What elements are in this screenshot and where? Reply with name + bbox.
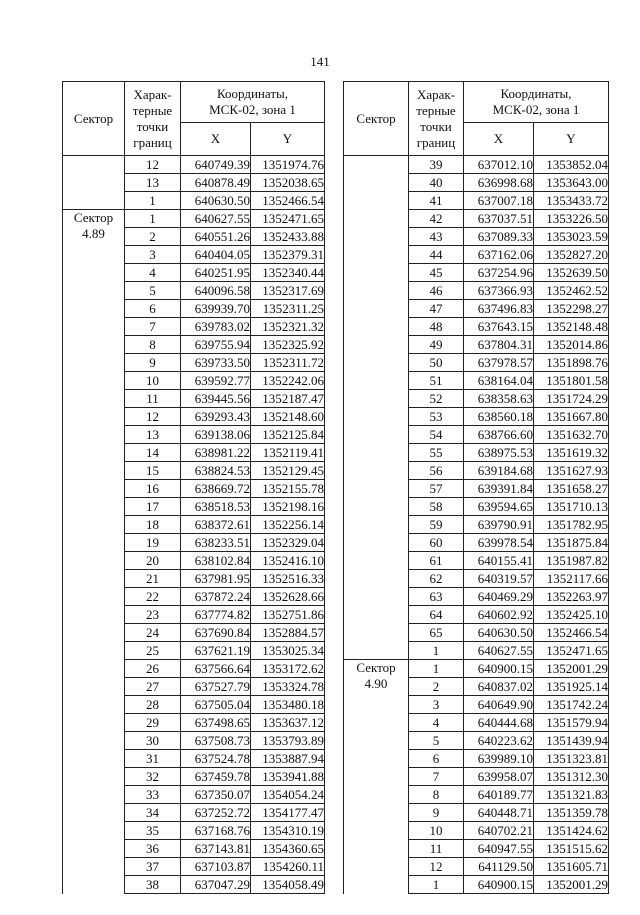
point-number-cell: 12	[125, 408, 181, 426]
point-number-cell: 43	[409, 228, 464, 246]
y-coordinate-cell: 1354260.11	[251, 858, 325, 876]
point-number-cell: 15	[125, 462, 181, 480]
y-coordinate-cell: 1353226.50	[534, 210, 609, 228]
x-coordinate-cell: 638766.60	[464, 426, 534, 444]
point-number-cell: 37	[125, 858, 181, 876]
x-coordinate-cell: 637643.15	[464, 318, 534, 336]
y-coordinate-cell: 1351605.71	[534, 858, 609, 876]
header-points-line: терные	[132, 102, 173, 118]
x-coordinate-cell: 639958.07	[464, 768, 534, 786]
y-coordinate-cell: 1352263.97	[534, 588, 609, 606]
y-coordinate-cell: 1351321.83	[534, 786, 609, 804]
header-coordinates-line: Координаты,	[500, 86, 572, 101]
x-coordinate-cell: 637168.76	[181, 822, 251, 840]
header-coordinates-line: МСК-02, зона 1	[209, 102, 296, 117]
x-coordinate-cell: 639783.02	[181, 318, 251, 336]
header-coordinates	[181, 82, 325, 123]
x-coordinate-cell: 639445.56	[181, 390, 251, 408]
y-coordinate-cell: 1351323.81	[534, 750, 609, 768]
header-points-line: точки	[136, 118, 169, 134]
table-body	[63, 156, 325, 894]
point-number-cell: 9	[409, 804, 464, 822]
point-number-cell: 47	[409, 300, 464, 318]
y-coordinate-cell: 1351875.84	[534, 534, 609, 552]
x-coordinate-cell: 640900.15	[464, 876, 534, 894]
y-coordinate-cell: 1352311.25	[251, 300, 325, 318]
y-coordinate-cell: 1352379.31	[251, 246, 325, 264]
x-coordinate-cell: 638372.61	[181, 516, 251, 534]
header-coordinates	[464, 82, 609, 123]
y-coordinate-cell: 1351898.76	[534, 354, 609, 372]
y-coordinate-cell: 1351312.30	[534, 768, 609, 786]
x-coordinate-cell: 637103.87	[181, 858, 251, 876]
coordinates-table-left	[62, 81, 325, 894]
table-row	[344, 660, 609, 678]
y-coordinate-cell: 1353887.94	[251, 750, 325, 768]
y-coordinate-cell: 1351667.80	[534, 408, 609, 426]
x-coordinate-cell: 640602.92	[464, 606, 534, 624]
point-number-cell: 11	[125, 390, 181, 408]
x-coordinate-cell: 637350.07	[181, 786, 251, 804]
point-number-cell: 55	[409, 444, 464, 462]
y-coordinate-cell: 1354058.49	[251, 876, 325, 894]
y-coordinate-cell: 1352827.20	[534, 246, 609, 264]
y-coordinate-cell: 1353172.62	[251, 660, 325, 678]
x-coordinate-cell: 641129.50	[464, 858, 534, 876]
x-coordinate-cell: 638518.53	[181, 498, 251, 516]
point-number-cell: 60	[409, 534, 464, 552]
point-number-cell: 38	[125, 876, 181, 894]
point-number-cell: 27	[125, 678, 181, 696]
y-coordinate-cell: 1352001.29	[534, 876, 609, 894]
point-number-cell: 6	[125, 300, 181, 318]
y-coordinate-cell: 1351925.14	[534, 678, 609, 696]
point-number-cell: 54	[409, 426, 464, 444]
y-coordinate-cell: 1352329.04	[251, 534, 325, 552]
header-points-line: границ	[416, 134, 456, 150]
x-coordinate-cell: 640319.57	[464, 570, 534, 588]
x-coordinate-cell: 639592.77	[181, 372, 251, 390]
point-number-cell: 20	[125, 552, 181, 570]
point-number-cell: 14	[125, 444, 181, 462]
point-number-cell: 34	[125, 804, 181, 822]
page-number: 141	[310, 54, 330, 69]
x-coordinate-cell: 637621.19	[181, 642, 251, 660]
x-coordinate-cell: 640444.68	[464, 714, 534, 732]
point-number-cell: 10	[409, 822, 464, 840]
x-coordinate-cell: 637089.33	[464, 228, 534, 246]
x-coordinate-cell: 640251.95	[181, 264, 251, 282]
y-coordinate-cell: 1353480.18	[251, 696, 325, 714]
sector-cell	[63, 210, 125, 894]
y-coordinate-cell: 1351658.27	[534, 480, 609, 498]
y-coordinate-cell: 1352298.27	[534, 300, 609, 318]
header-points-line: Харак-	[133, 86, 172, 102]
point-number-cell: 25	[125, 642, 181, 660]
y-coordinate-cell: 1351627.93	[534, 462, 609, 480]
y-coordinate-cell: 1352117.66	[534, 570, 609, 588]
table-body	[344, 156, 609, 894]
point-number-cell: 19	[125, 534, 181, 552]
x-coordinate-cell: 637978.57	[464, 354, 534, 372]
x-coordinate-cell: 637047.29	[181, 876, 251, 894]
point-number-cell: 26	[125, 660, 181, 678]
x-coordinate-cell: 637566.64	[181, 660, 251, 678]
x-coordinate-cell: 637252.72	[181, 804, 251, 822]
y-coordinate-cell: 1351742.24	[534, 696, 609, 714]
x-coordinate-cell: 640155.41	[464, 552, 534, 570]
sector-label: 4.90	[364, 676, 388, 691]
header-sector: Сектор	[344, 82, 409, 156]
y-coordinate-cell: 1352125.84	[251, 426, 325, 444]
y-coordinate-cell: 1351439.94	[534, 732, 609, 750]
point-number-cell: 7	[409, 768, 464, 786]
x-coordinate-cell: 637774.82	[181, 606, 251, 624]
y-coordinate-cell: 1352242.06	[251, 372, 325, 390]
point-number-cell: 13	[125, 426, 181, 444]
x-coordinate-cell: 640627.55	[181, 210, 251, 228]
x-coordinate-cell: 637527.79	[181, 678, 251, 696]
x-coordinate-cell: 639594.65	[464, 498, 534, 516]
header-points	[409, 82, 464, 156]
x-coordinate-cell: 638975.53	[464, 444, 534, 462]
x-coordinate-cell: 640448.71	[464, 804, 534, 822]
sector-label: Сектор	[73, 210, 114, 225]
y-coordinate-cell: 1352256.14	[251, 516, 325, 534]
point-number-cell: 1	[409, 876, 464, 894]
header-points-line: Харак-	[416, 86, 456, 102]
x-coordinate-cell: 637037.51	[464, 210, 534, 228]
header-y: Y	[251, 123, 325, 156]
y-coordinate-cell: 1354310.19	[251, 822, 325, 840]
x-coordinate-cell: 640404.05	[181, 246, 251, 264]
y-coordinate-cell: 1353793.89	[251, 732, 325, 750]
point-number-cell: 17	[125, 498, 181, 516]
point-number-cell: 36	[125, 840, 181, 858]
y-coordinate-cell: 1353637.12	[251, 714, 325, 732]
point-number-cell: 5	[125, 282, 181, 300]
x-coordinate-cell: 639939.70	[181, 300, 251, 318]
y-coordinate-cell: 1352462.52	[534, 282, 609, 300]
y-coordinate-cell: 1352416.10	[251, 552, 325, 570]
point-number-cell: 1	[409, 642, 464, 660]
y-coordinate-cell: 1353433.72	[534, 192, 609, 210]
point-number-cell: 11	[409, 840, 464, 858]
point-number-cell: 28	[125, 696, 181, 714]
point-number-cell: 5	[409, 732, 464, 750]
y-coordinate-cell: 1352425.10	[534, 606, 609, 624]
table-row	[63, 210, 325, 228]
point-number-cell: 59	[409, 516, 464, 534]
point-number-cell: 48	[409, 318, 464, 336]
y-coordinate-cell: 1352001.29	[534, 660, 609, 678]
point-number-cell: 1	[409, 660, 464, 678]
y-coordinate-cell: 1351974.76	[251, 156, 325, 174]
point-number-cell: 39	[409, 156, 464, 174]
sector-label: 4.89	[82, 226, 105, 241]
x-coordinate-cell: 637012.10	[464, 156, 534, 174]
y-coordinate-cell: 1351801.58	[534, 372, 609, 390]
y-coordinate-cell: 1351710.13	[534, 498, 609, 516]
x-coordinate-cell: 638164.04	[464, 372, 534, 390]
x-coordinate-cell: 640749.39	[181, 156, 251, 174]
x-coordinate-cell: 637496.83	[464, 300, 534, 318]
header-sector: Сектор	[63, 82, 125, 156]
x-coordinate-cell: 640900.15	[464, 660, 534, 678]
x-coordinate-cell: 637459.78	[181, 768, 251, 786]
header-points-line: точки	[420, 118, 452, 134]
point-number-cell: 49	[409, 336, 464, 354]
sector-cell	[344, 660, 409, 894]
y-coordinate-cell: 1352884.57	[251, 624, 325, 642]
y-coordinate-cell: 1353023.59	[534, 228, 609, 246]
point-number-cell: 13	[125, 174, 181, 192]
x-coordinate-cell: 638560.18	[464, 408, 534, 426]
y-coordinate-cell: 1352014.86	[534, 336, 609, 354]
point-number-cell: 33	[125, 786, 181, 804]
x-coordinate-cell: 637872.24	[181, 588, 251, 606]
x-coordinate-cell: 637007.18	[464, 192, 534, 210]
x-coordinate-cell: 640878.49	[181, 174, 251, 192]
y-coordinate-cell: 1352628.66	[251, 588, 325, 606]
y-coordinate-cell: 1352038.65	[251, 174, 325, 192]
point-number-cell: 4	[125, 264, 181, 282]
header-points	[125, 82, 181, 156]
point-number-cell: 21	[125, 570, 181, 588]
point-number-cell: 29	[125, 714, 181, 732]
y-coordinate-cell: 1352148.48	[534, 318, 609, 336]
x-coordinate-cell: 638669.72	[181, 480, 251, 498]
x-coordinate-cell: 639293.43	[181, 408, 251, 426]
point-number-cell: 61	[409, 552, 464, 570]
x-coordinate-cell: 636998.68	[464, 174, 534, 192]
y-coordinate-cell: 1352148.60	[251, 408, 325, 426]
point-number-cell: 62	[409, 570, 464, 588]
y-coordinate-cell: 1352471.65	[251, 210, 325, 228]
x-coordinate-cell: 637804.31	[464, 336, 534, 354]
table-row	[344, 156, 609, 174]
x-coordinate-cell: 639184.68	[464, 462, 534, 480]
point-number-cell: 40	[409, 174, 464, 192]
x-coordinate-cell: 639989.10	[464, 750, 534, 768]
x-coordinate-cell: 637690.84	[181, 624, 251, 642]
x-coordinate-cell: 639138.06	[181, 426, 251, 444]
point-number-cell: 52	[409, 390, 464, 408]
point-number-cell: 16	[125, 480, 181, 498]
point-number-cell: 8	[125, 336, 181, 354]
point-number-cell: 53	[409, 408, 464, 426]
y-coordinate-cell: 1352466.54	[534, 624, 609, 642]
header-coordinates-line: МСК-02, зона 1	[492, 102, 580, 117]
y-coordinate-cell: 1352471.65	[534, 642, 609, 660]
point-number-cell: 2	[409, 678, 464, 696]
x-coordinate-cell: 640469.29	[464, 588, 534, 606]
point-number-cell: 45	[409, 264, 464, 282]
x-coordinate-cell: 638358.63	[464, 390, 534, 408]
point-number-cell: 65	[409, 624, 464, 642]
x-coordinate-cell: 638981.22	[181, 444, 251, 462]
point-number-cell: 6	[409, 750, 464, 768]
point-number-cell: 3	[125, 246, 181, 264]
y-coordinate-cell: 1352155.78	[251, 480, 325, 498]
coordinates-table-right	[343, 81, 609, 894]
y-coordinate-cell: 1353941.88	[251, 768, 325, 786]
y-coordinate-cell: 1353643.00	[534, 174, 609, 192]
y-coordinate-cell: 1353025.34	[251, 642, 325, 660]
y-coordinate-cell: 1354054.24	[251, 786, 325, 804]
header-points-line: терные	[416, 102, 456, 118]
x-coordinate-cell: 640947.55	[464, 840, 534, 858]
point-number-cell: 10	[125, 372, 181, 390]
y-coordinate-cell: 1351579.94	[534, 714, 609, 732]
point-number-cell: 30	[125, 732, 181, 750]
x-coordinate-cell: 637498.65	[181, 714, 251, 732]
point-number-cell: 31	[125, 750, 181, 768]
header-coordinates-line: Координаты,	[217, 86, 288, 101]
y-coordinate-cell: 1352325.92	[251, 336, 325, 354]
y-coordinate-cell: 1351515.62	[534, 840, 609, 858]
x-coordinate-cell: 640630.50	[464, 624, 534, 642]
point-number-cell: 50	[409, 354, 464, 372]
point-number-cell: 8	[409, 786, 464, 804]
x-coordinate-cell: 637508.73	[181, 732, 251, 750]
x-coordinate-cell: 637143.81	[181, 840, 251, 858]
point-number-cell: 56	[409, 462, 464, 480]
point-number-cell: 12	[409, 858, 464, 876]
y-coordinate-cell: 1351619.32	[534, 444, 609, 462]
y-coordinate-cell: 1352311.72	[251, 354, 325, 372]
point-number-cell: 4	[409, 714, 464, 732]
y-coordinate-cell: 1351424.62	[534, 822, 609, 840]
point-number-cell: 22	[125, 588, 181, 606]
x-coordinate-cell: 637162.06	[464, 246, 534, 264]
y-coordinate-cell: 1352433.88	[251, 228, 325, 246]
y-coordinate-cell: 1351359.78	[534, 804, 609, 822]
x-coordinate-cell: 638824.53	[181, 462, 251, 480]
point-number-cell: 42	[409, 210, 464, 228]
sector-label: Сектор	[356, 660, 396, 675]
point-number-cell: 35	[125, 822, 181, 840]
header-x: X	[464, 123, 534, 156]
point-number-cell: 18	[125, 516, 181, 534]
x-coordinate-cell: 637254.96	[464, 264, 534, 282]
point-number-cell: 63	[409, 588, 464, 606]
y-coordinate-cell: 1352516.33	[251, 570, 325, 588]
sector-cell	[63, 156, 125, 210]
x-coordinate-cell: 637505.04	[181, 696, 251, 714]
x-coordinate-cell: 639978.54	[464, 534, 534, 552]
point-number-cell: 46	[409, 282, 464, 300]
x-coordinate-cell: 640551.26	[181, 228, 251, 246]
table-row	[63, 156, 325, 174]
x-coordinate-cell: 640223.62	[464, 732, 534, 750]
point-number-cell: 41	[409, 192, 464, 210]
y-coordinate-cell: 1352321.32	[251, 318, 325, 336]
y-coordinate-cell: 1352639.50	[534, 264, 609, 282]
x-coordinate-cell: 638102.84	[181, 552, 251, 570]
header-points-line: границ	[133, 134, 172, 150]
point-number-cell: 58	[409, 498, 464, 516]
x-coordinate-cell: 640096.58	[181, 282, 251, 300]
point-number-cell: 57	[409, 480, 464, 498]
y-coordinate-cell: 1352751.86	[251, 606, 325, 624]
x-coordinate-cell: 639755.94	[181, 336, 251, 354]
point-number-cell: 1	[125, 210, 181, 228]
y-coordinate-cell: 1352129.45	[251, 462, 325, 480]
sector-cell	[344, 156, 409, 660]
point-number-cell: 3	[409, 696, 464, 714]
point-number-cell: 24	[125, 624, 181, 642]
x-coordinate-cell: 640630.50	[181, 192, 251, 210]
x-coordinate-cell: 640627.55	[464, 642, 534, 660]
y-coordinate-cell: 1352466.54	[251, 192, 325, 210]
point-number-cell: 44	[409, 246, 464, 264]
y-coordinate-cell: 1352317.69	[251, 282, 325, 300]
y-coordinate-cell: 1351632.70	[534, 426, 609, 444]
x-coordinate-cell: 639733.50	[181, 354, 251, 372]
y-coordinate-cell: 1351987.82	[534, 552, 609, 570]
y-coordinate-cell: 1352187.47	[251, 390, 325, 408]
y-coordinate-cell: 1352340.44	[251, 264, 325, 282]
y-coordinate-cell: 1354360.65	[251, 840, 325, 858]
x-coordinate-cell: 640649.90	[464, 696, 534, 714]
point-number-cell: 12	[125, 156, 181, 174]
y-coordinate-cell: 1351724.29	[534, 390, 609, 408]
x-coordinate-cell: 637981.95	[181, 570, 251, 588]
x-coordinate-cell: 638233.51	[181, 534, 251, 552]
header-y: Y	[534, 123, 609, 156]
x-coordinate-cell: 637524.78	[181, 750, 251, 768]
x-coordinate-cell: 640837.02	[464, 678, 534, 696]
y-coordinate-cell: 1352119.41	[251, 444, 325, 462]
x-coordinate-cell: 639391.84	[464, 480, 534, 498]
point-number-cell: 32	[125, 768, 181, 786]
point-number-cell: 1	[125, 192, 181, 210]
x-coordinate-cell: 639790.91	[464, 516, 534, 534]
y-coordinate-cell: 1354177.47	[251, 804, 325, 822]
point-number-cell: 2	[125, 228, 181, 246]
x-coordinate-cell: 640189.77	[464, 786, 534, 804]
point-number-cell: 9	[125, 354, 181, 372]
point-number-cell: 64	[409, 606, 464, 624]
x-coordinate-cell: 637366.93	[464, 282, 534, 300]
point-number-cell: 7	[125, 318, 181, 336]
y-coordinate-cell: 1353852.04	[534, 156, 609, 174]
y-coordinate-cell: 1351782.95	[534, 516, 609, 534]
x-coordinate-cell: 640702.21	[464, 822, 534, 840]
y-coordinate-cell: 1353324.78	[251, 678, 325, 696]
point-number-cell: 23	[125, 606, 181, 624]
y-coordinate-cell: 1352198.16	[251, 498, 325, 516]
point-number-cell: 51	[409, 372, 464, 390]
header-x: X	[181, 123, 251, 156]
